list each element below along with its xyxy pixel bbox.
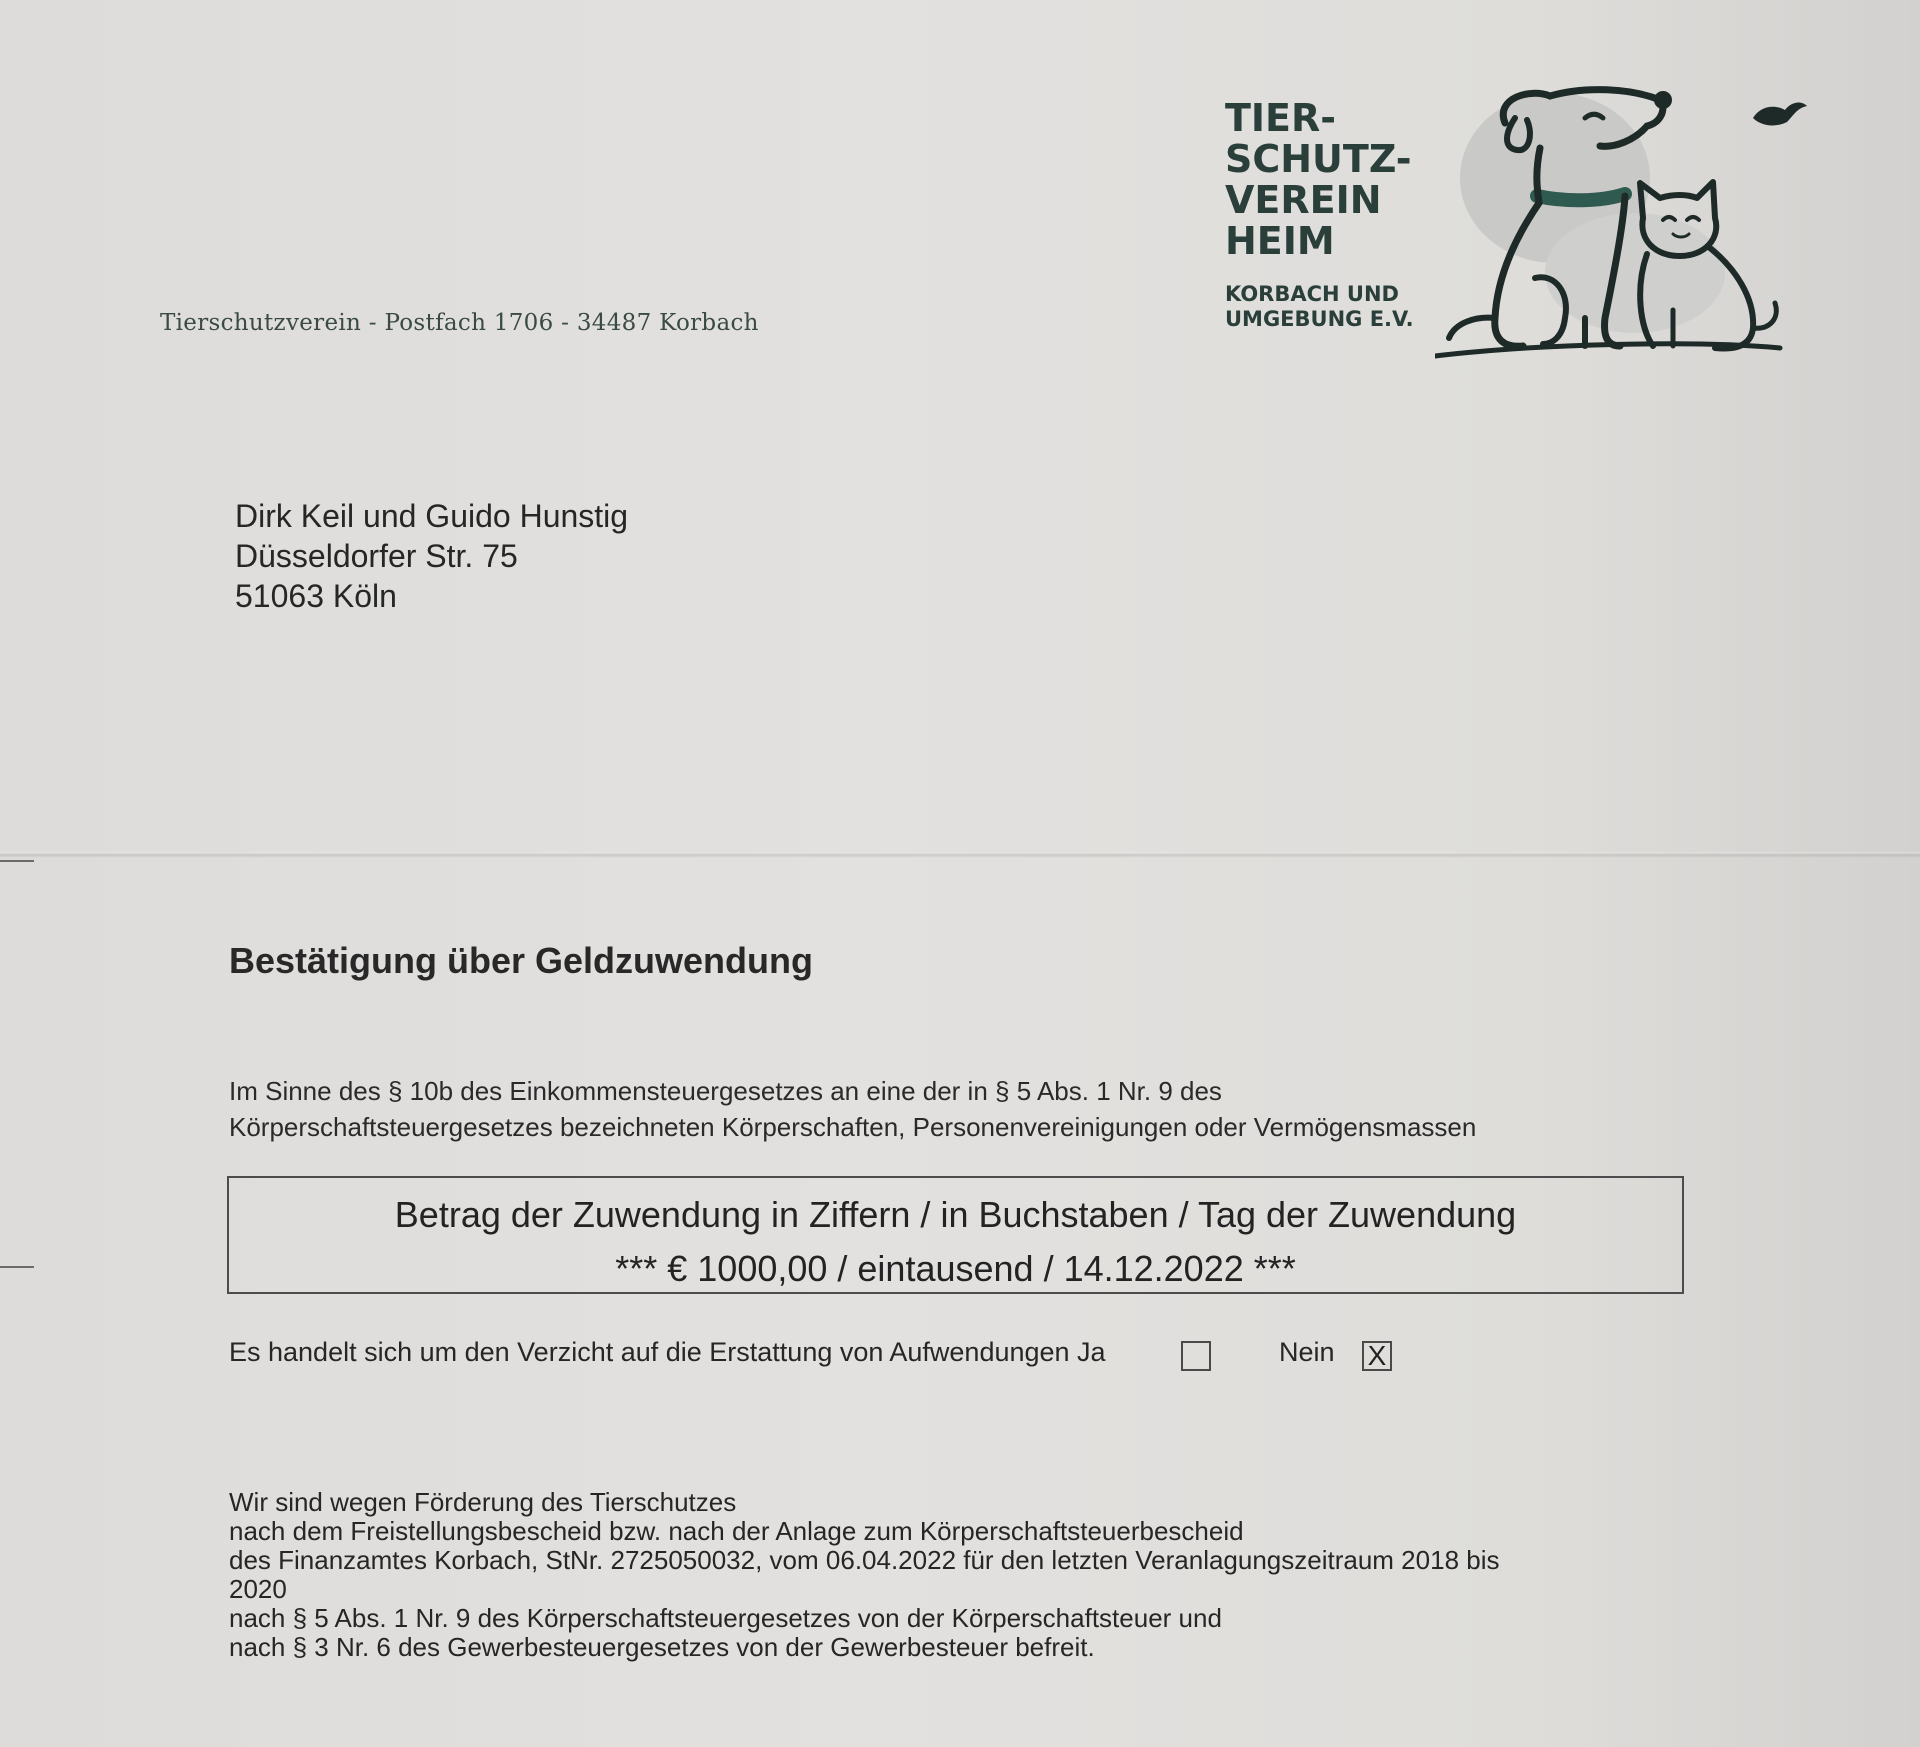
waiver-question: Es handelt sich um den Verzicht auf die Erstattung von Aufwendungen Ja: [229, 1337, 1106, 1367]
exemption-line: nach § 3 Nr. 6 des Gewerbesteuergesetzes von der Gewerbesteuer befreit.: [229, 1632, 1095, 1662]
donation-amount-box: [227, 1176, 1684, 1294]
exemption-line: nach dem Freistellungsbescheid bzw. nach der Anlage zum Körperschaftsteuerbescheid: [229, 1516, 1244, 1546]
exemption-line: des Finanzamtes Korbach, StNr. 2725050032, vom 06.04.2022 für den letzten Veranlagungszeitraum 2018 bis: [229, 1545, 1500, 1575]
exemption-line: nach § 5 Abs. 1 Nr. 9 des Körperschaftsteuergesetzes von der Körperschaftsteuer und: [229, 1603, 1222, 1633]
recipient-street: Düsseldorfer Str. 75: [235, 538, 518, 574]
exemption-line: Wir sind wegen Förderung des Tierschutzes: [229, 1487, 737, 1517]
paper-fold: [0, 852, 1920, 858]
recipient-name: Dirk Keil und Guido Hunstig: [235, 498, 629, 534]
punch-mark: [0, 1266, 34, 1268]
logo-line: VEREIN: [1225, 178, 1382, 222]
logo-line: SCHUTZ-: [1225, 137, 1412, 181]
intro-line: Körperschaftsteuergesetzes bezeichneten Körperschaften, Personenvereinigungen oder Vermögensmassen: [229, 1112, 1477, 1142]
logo-line: TIER-: [1225, 96, 1337, 140]
document-heading: Bestätigung über Geldzuwendung: [229, 940, 813, 981]
recipient-city: 51063 Köln: [235, 578, 397, 614]
fold-mark: [0, 860, 34, 862]
return-address: Tierschutzverein - Postfach 1706 - 34487 Korbach: [160, 310, 759, 336]
logo-line: HEIM: [1225, 219, 1335, 263]
intro-line: Im Sinne des § 10b des Einkommensteuergesetzes an eine der in § 5 Abs. 1 Nr. 9 des: [229, 1076, 1222, 1106]
exemption-line: 2020: [229, 1574, 287, 1604]
intro-paragraph: [229, 1073, 1476, 1145]
logo-subtitle: KORBACH UND: [1225, 282, 1399, 306]
dog-cat-bird-icon: [1435, 78, 1825, 360]
logo-subtitle: UMGEBUNG E.V.: [1225, 307, 1414, 331]
recipient-address: [235, 496, 628, 616]
amount-box-title: Betrag der Zuwendung in Ziffern / in Buchstaben / Tag der Zuwendung: [394, 1194, 1517, 1235]
organization-logo: [1225, 78, 1825, 360]
amount-box-value: *** € 1000,00 / eintausend / 14.12.2022 ***: [615, 1248, 1296, 1289]
nein-label: Nein: [1279, 1337, 1335, 1367]
nein-checkbox[interactable]: X: [1362, 1341, 1392, 1371]
logo-wordmark: [1225, 98, 1414, 332]
ja-checkbox[interactable]: [1181, 1341, 1211, 1371]
tax-exemption-paragraph: [229, 1488, 1499, 1662]
